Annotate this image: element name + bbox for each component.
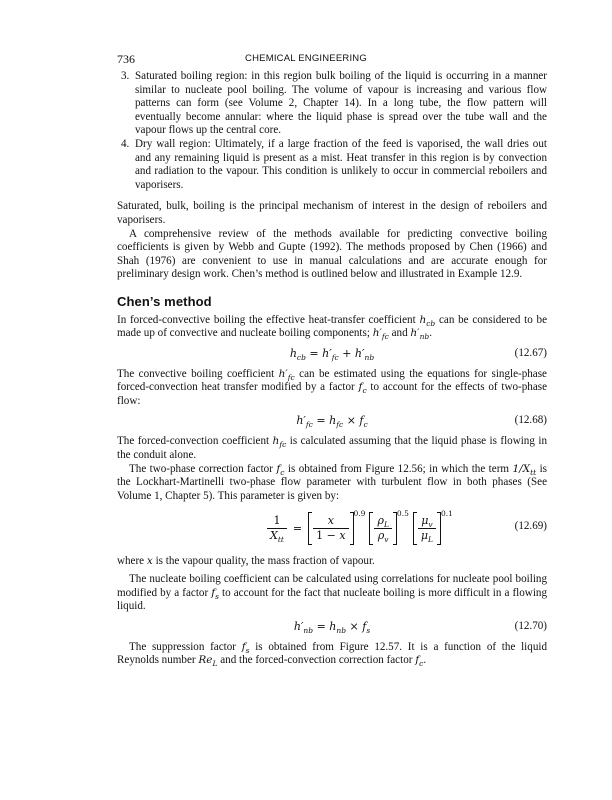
list-item xyxy=(117,70,547,138)
equation-body: $\frac{1}{X_{tt}}$ = $\frac{x}{1 - x}$ 0.9 $\frac{\rho_L}{\rho_v}$ 0.5 $\frac{\mu_v}{\mu_L}$ 0.1 xyxy=(267,505,457,551)
exponent: 0.5 xyxy=(396,509,409,519)
equation-12-70 xyxy=(117,616,547,638)
paragraph: The forced-convection coefficient $h_{fc}$ is calculated assuming that the liquid phase is flowing in the conduit alone. xyxy=(117,435,547,462)
list-item xyxy=(117,138,547,192)
paragraph: The two-phase correction factor $f_c$ is obtained from Figure 12.56; in which the term $1/X_{tt}$ is the Lockhart-Martinelli two-phase flow parameter with turbulent flow in both phases (See Volume 1, Chapter 5). This parameter is given by: xyxy=(117,462,547,502)
list-item-number: 3. xyxy=(121,70,130,82)
equation-body: $h'_{nb} = h_{nb} \times f_s$ xyxy=(293,619,371,635)
paragraph: The convective boiling coefficient $h'_{fc}$ can be estimated using the equations for single-phase forced-convection heat transfer modified by a factor $f_c$ to account for the effects of two-phase flow: xyxy=(117,367,547,407)
equation-number: (12.68) xyxy=(514,414,547,427)
page-header xyxy=(0,52,612,72)
paragraph: The suppression factor $f_s$ is obtained from Figure 12.57. It is a function of the liquid Reynolds number $Re_L$ and the forced-convection correction factor $f_c$. xyxy=(117,640,547,669)
exponent: 0.9 xyxy=(353,509,366,519)
equation-body: $h'_{fc} = h_{fc} \times f_c$ xyxy=(296,414,368,430)
paragraph: Saturated, bulk, boiling is the principal mechanism of interest in the design of reboilers and vaporisers. xyxy=(117,200,547,226)
paragraph: The nucleate boiling coefficient can be calculated using correlations for nucleate pool boiling modified by a factor $f_s$ to account for the fact that nucleate boiling is more difficult in a flowing liquid. xyxy=(117,573,547,613)
paragraph: In forced-convective boiling the effective heat-transfer coefficient $h_{cb}$ can be considered to be made up of convective and nucleate boiling components; $h'_{fc}$ and $h'_{nb}$. xyxy=(117,313,547,342)
equation-body: $h_{cb} = h'_{fc} + h'_{nb}$ xyxy=(289,346,375,362)
running-title: CHEMICAL ENGINEERING xyxy=(245,53,367,64)
paragraph: A comprehensive review of the methods available for predicting convective boiling coefficients is given by Webb and Gupte (1992). The methods proposed by Chen (1966) and Shah (1976) are convenient to use in manual calculations and are accurate enough for preliminary design work. Chen’s method is outlined below and illustrated in Example 12.9. xyxy=(117,227,547,281)
equation-12-67 xyxy=(117,343,547,365)
list-item-text: Saturated boiling region: in this region bulk boiling of the liquid is occurring in a manner similar to nucleate pool boiling. The volume of vapour is increasing and various flow patterns can form (see Volume 2, Chapter 14). In a long tube, the flow pattern will eventually become annular: where the liquid phase is spread over the tube wall and the vapour flows up the central core. xyxy=(135,70,547,137)
equation-number: (12.70) xyxy=(514,619,547,632)
section-heading: Chen’s method xyxy=(117,293,212,309)
page-body xyxy=(117,70,547,668)
list-item-number: 4. xyxy=(121,137,130,150)
exponent: 0.1 xyxy=(441,509,453,519)
paragraph: where x is the vapour quality, the mass fraction of vapour. xyxy=(117,555,375,568)
equation-number: (12.69) xyxy=(514,520,547,533)
page-number: 736 xyxy=(117,52,135,66)
region-list xyxy=(117,70,547,192)
equation-12-69 xyxy=(117,505,547,551)
equation-12-68 xyxy=(117,410,547,432)
list-item-text: Dry wall region: Ultimately, if a large fraction of the feed is vaporised, the wall dries out and any remaining liquid is present as a mist. Heat transfer in this region is by convection and radiation to the vapour. This condition is unlikely to occur in commercial reboilers and vaporisers. xyxy=(135,137,547,191)
equation-number: (12.67) xyxy=(514,346,547,359)
